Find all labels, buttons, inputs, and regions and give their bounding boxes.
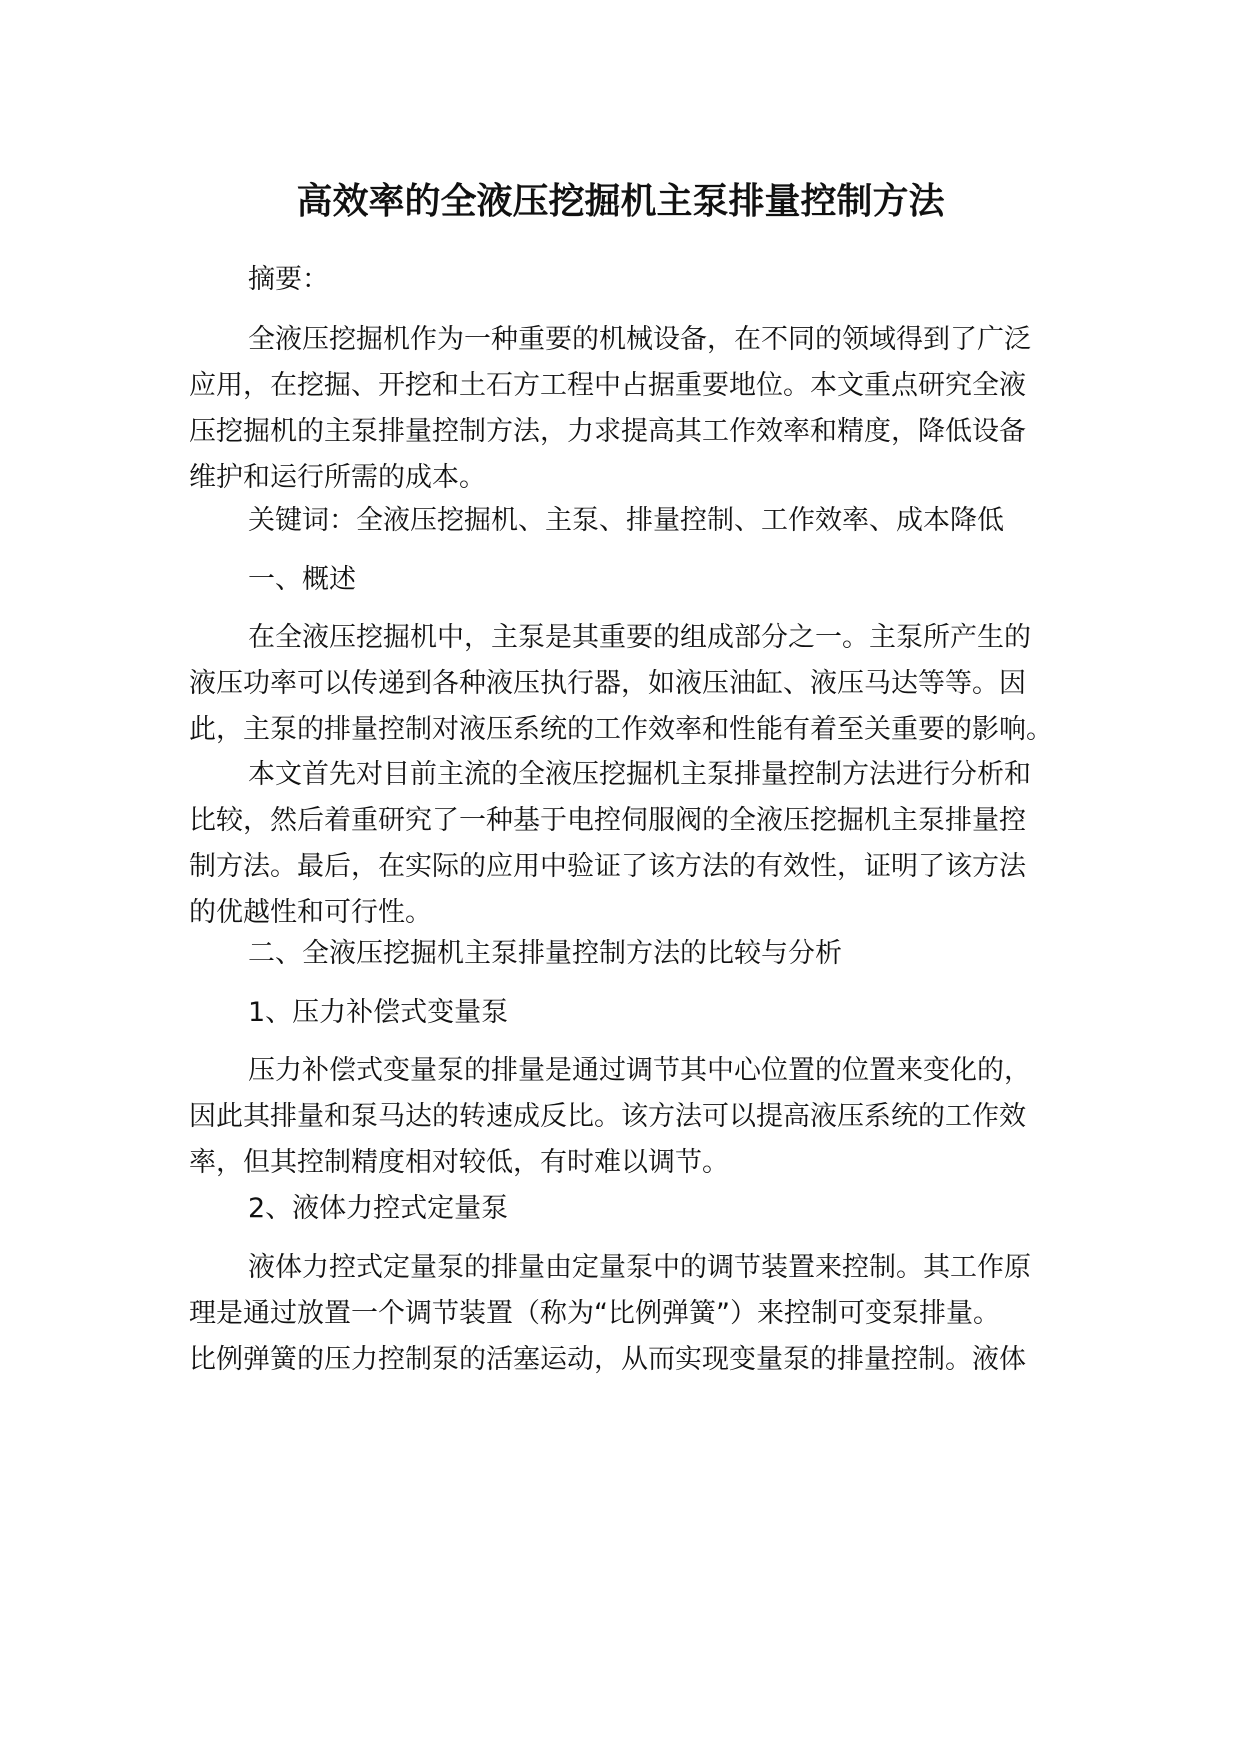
section-2-heading-text: 二、全液压挖掘机主泵排量控制方法的比较与分析 (248, 938, 842, 969)
paragraph-line: 此，主泵的排量控制对液压系统的工作效率和性能有着至关重要的影响。 (189, 714, 1053, 745)
paragraph-line: 理是通过放置一个调节装置（称为“比例弹簧”）来控制可变泵排量。 (189, 1298, 1000, 1329)
paragraph-line: 压挖掘机的主泵排量控制方法，力求提高其工作效率和精度，降低设备 (189, 416, 1026, 447)
section-1-paragraph-2 (189, 752, 1059, 936)
paragraph-line: 比较，然后着重研究了一种基于电控伺服阀的全液压挖掘机主泵排量控 (189, 805, 1026, 836)
paragraph-line: 率，但其控制精度相对较低，有时难以调节。 (189, 1147, 729, 1178)
subsection-2-heading (189, 1186, 1059, 1232)
paragraph-line: 因此其排量和泵马达的转速成反比。该方法可以提高液压系统的工作效 (189, 1101, 1026, 1132)
paragraph-line: 本文首先对目前主流的全液压挖掘机主泵排量控制方法进行分析和 (248, 759, 1031, 790)
document-title: 高效率的全液压挖掘机主泵排量控制方法 (296, 181, 945, 222)
keywords-text: 关键词：全液压挖掘机、主泵、排量控制、工作效率、成本降低 (248, 505, 1004, 536)
abstract-paragraph (189, 317, 1059, 501)
paragraph-line: 应用，在挖掘、开挖和土石方工程中占据重要地位。本文重点研究全液 (189, 370, 1026, 401)
paragraph-line: 维护和运行所需的成本。 (189, 462, 486, 493)
paragraph-line: 的优越性和可行性。 (189, 897, 432, 928)
subsection-1-heading (189, 990, 1059, 1036)
paragraph-line: 制方法。最后，在实际的应用中验证了该方法的有效性，证明了该方法 (189, 851, 1026, 882)
abstract-heading (189, 257, 1059, 303)
keywords (189, 498, 1059, 544)
paragraph-line: 全液压挖掘机作为一种重要的机械设备，在不同的领域得到了广泛 (248, 324, 1031, 355)
subsection-2-heading-text: 2、液体力控式定量泵 (248, 1193, 509, 1224)
paragraph-line: 压力补偿式变量泵的排量是通过调节其中心位置的位置来变化的， (248, 1055, 1031, 1086)
subsection-1-heading-text: 1、压力补偿式变量泵 (248, 997, 509, 1028)
paragraph-line: 在全液压挖掘机中，主泵是其重要的组成部分之一。主泵所产生的 (248, 622, 1031, 653)
section-2-heading (189, 931, 1059, 977)
abstract-heading-text: 摘要： (248, 264, 329, 295)
paragraph-line: 比例弹簧的压力控制泵的活塞运动，从而实现变量泵的排量控制。液体 (189, 1344, 1026, 1375)
section-1-heading (189, 557, 1059, 603)
subsection-1-paragraph (189, 1048, 1059, 1186)
subsection-2-paragraph (189, 1245, 1059, 1383)
section-1-paragraph-1 (189, 615, 1059, 753)
section-1-heading-text: 一、概述 (248, 564, 356, 595)
paragraph-line: 液压功率可以传递到各种液压执行器，如液压油缸、液压马达等等。因 (189, 668, 1026, 699)
paragraph-line: 液体力控式定量泵的排量由定量泵中的调节装置来控制。其工作原 (248, 1252, 1031, 1283)
